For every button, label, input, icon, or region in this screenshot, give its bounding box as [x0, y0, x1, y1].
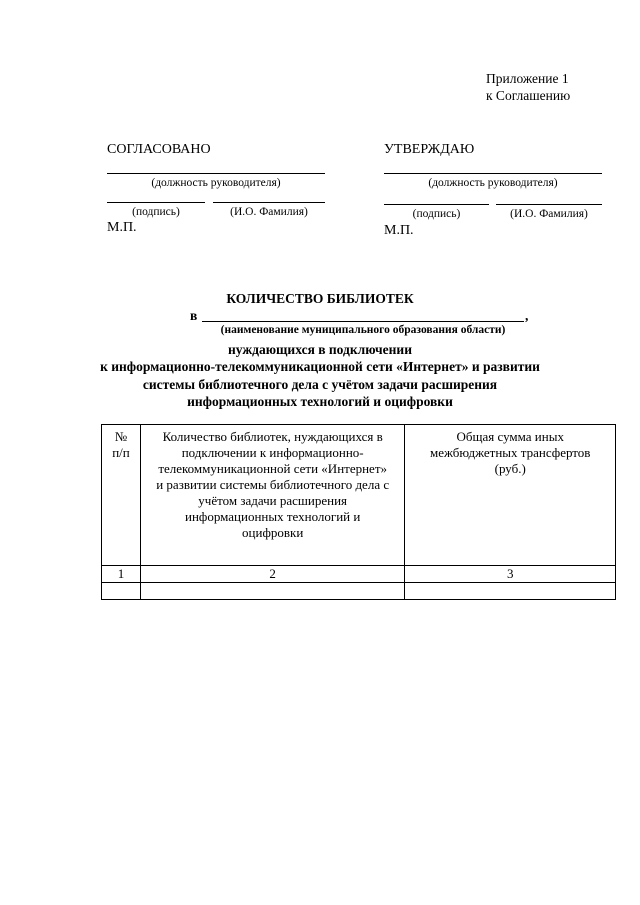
header-transfers-cell: Общая сумма иных межбюджетных трансфертов (руб.)	[405, 425, 616, 566]
appendix-reference	[486, 70, 626, 104]
numbering-cell-1: 1	[102, 566, 141, 583]
agreed-stamp: М.П.	[107, 220, 137, 235]
heading-line-4: информационных технологий и оцифровки	[187, 394, 453, 409]
agreed-position-line	[107, 173, 325, 174]
agreed-title: СОГЛАСОВАНО	[107, 142, 211, 157]
header-number-cell	[102, 425, 141, 566]
municipality-blank-line	[202, 321, 524, 322]
approved-position-line	[384, 173, 602, 174]
document-title: КОЛИЧЕСТВО БИБЛИОТЕК	[226, 291, 414, 306]
municipality-caption: (наименование муниципального образования области)	[220, 324, 506, 336]
appendix-number: Приложение 1	[486, 71, 569, 86]
approved-signature-caption: (подпись)	[412, 208, 461, 220]
table-header-row	[102, 425, 616, 566]
agreed-position-caption: (должность руководителя)	[151, 177, 281, 189]
approved-name-line	[496, 204, 602, 205]
appendix-agreement: к Соглашению	[486, 88, 571, 103]
header-number-abbrev: п/п	[112, 445, 130, 460]
agreed-signature-line	[107, 202, 205, 203]
numbering-cell-3: 3	[405, 566, 616, 583]
heading-line-1: нуждающихся в подключении	[228, 342, 412, 357]
approved-position-caption: (должность руководителя)	[428, 177, 558, 189]
table-numbering-row	[102, 566, 616, 583]
approved-name-caption: (И.О. Фамилия)	[510, 208, 588, 220]
data-cell-transfers[interactable]	[405, 583, 616, 600]
libraries-table	[101, 424, 616, 600]
heading-line-2: к информационно-телекоммуникационной сети «Интернет» и развитии	[100, 359, 540, 374]
approved-title: УТВЕРЖДАЮ	[384, 142, 475, 157]
agreed-name-line	[213, 202, 325, 203]
municipality-prefix: в	[190, 308, 198, 323]
data-cell-number[interactable]	[102, 583, 141, 600]
agreed-name-caption: (И.О. Фамилия)	[230, 206, 308, 218]
approved-signature-line	[384, 204, 489, 205]
approved-stamp: М.П.	[384, 223, 414, 238]
header-number-symbol: №	[114, 429, 128, 444]
agreed-signature-caption: (подпись)	[132, 206, 180, 218]
header-libraries-cell: Количество библиотек, нуждающихся в подключении к информационно-телекоммуникационной сети «Интернет» и развитии системы библиотечного дела с учётом задачи расширения информационных технологий и оцифровки	[140, 425, 405, 566]
table-row	[102, 583, 616, 600]
municipality-suffix: ,	[525, 308, 529, 323]
data-cell-libraries[interactable]	[140, 583, 405, 600]
numbering-cell-2: 2	[140, 566, 405, 583]
heading-line-3: системы библиотечного дела с учётом задачи расширения	[142, 377, 498, 392]
